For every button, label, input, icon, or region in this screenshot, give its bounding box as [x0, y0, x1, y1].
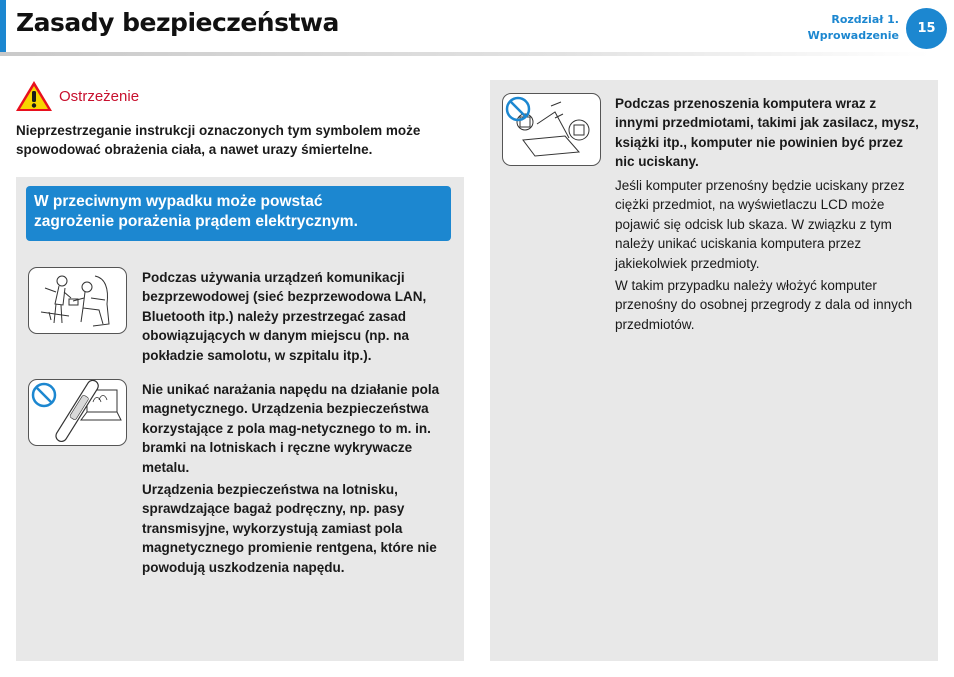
header-accent-bar — [0, 0, 6, 52]
carry-pressure-text: Jeśli komputer przenośny będzie uciskany przez ciężki przedmiot, na wyświetlaczu LCD może pojawić się odcisk lub skaza. W związku z tym należy unikać uciskania komputera przez jakiekolwiek przedmioty. — [615, 178, 905, 271]
page-title: Zasady bezpieczeństwa — [16, 8, 339, 37]
warning-triangle-icon — [15, 80, 53, 112]
carry-separate-text: W takim przypadku należy włożyć komputer przenośny do osobnej przegrody z dala od innych przedmiotów. — [615, 278, 913, 332]
airplane-seat-icon — [29, 268, 126, 333]
pressed-laptop-illustration — [502, 93, 601, 166]
electric-shock-callout — [26, 186, 451, 241]
warning-text: Nieprzestrzeganie instrukcji oznaczonych tym symbolem może spowodować obrażenia ciała, a nawet urazy śmiertelne. — [16, 123, 421, 157]
wireless-rule-text: Podczas używania urządzeń komunikacji bezprzewodowej (sieć bezprzewodowa LAN, Bluetooth itp.) należy przestrzegać zasad obowiązujących w danym miejscu (np. na pokładzie samolotu, w szpitalu itp.). — [142, 270, 427, 363]
chapter-title: Wprowadzenie — [807, 29, 899, 42]
airplane-wireless-illustration — [28, 267, 127, 334]
callout-line-2: zagrożenie porażenia prądem elektrycznym. — [34, 213, 358, 230]
callout-line-1: W przeciwnym wypadku może powstać — [34, 193, 323, 210]
prohibited-icon — [31, 382, 57, 408]
magnetic-rule-text: Nie unikać narażania napędu na działanie pola magnetycznego. Urządzenia bezpieczeństwa korzystające z pola mag-netycznego to m. in. bramki na lotniskach i ręczne wykrywacze metalu. — [142, 382, 440, 475]
header-divider — [0, 52, 930, 56]
chapter-number: Rozdział 1. — [831, 13, 899, 26]
page-number-badge: 15 — [906, 8, 947, 49]
chapter-label — [808, 12, 899, 44]
airport-xray-text: Urządzenia bezpieczeństwa na lotnisku, sprawdzające bagaż podręczny, np. pasy transmisyjne, wykorzystują zamiast pola magnetycznego promienie rentgena, które nie powodują uszkodzenia napędu. — [142, 482, 437, 575]
prohibited-icon — [505, 96, 531, 122]
carry-rule-text: Podczas przenoszenia komputera wraz z innymi przedmiotami, takimi jak zasilacz, mysz, książki itp., komputer nie powinien być przez nic uciskany. — [615, 96, 919, 170]
warning-label: Ostrzeżenie — [59, 87, 140, 105]
magnetic-detector-illustration — [28, 379, 127, 446]
warning-heading — [15, 80, 139, 112]
